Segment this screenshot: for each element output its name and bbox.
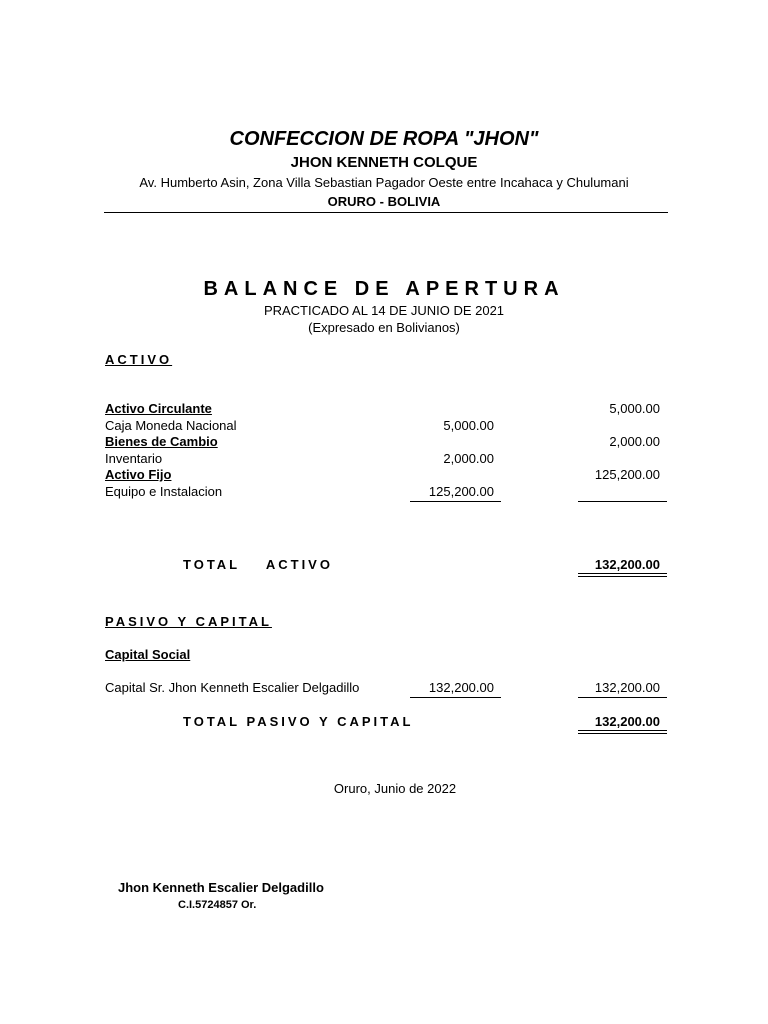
place-date: Oruro, Junio de 2022 [333, 781, 457, 796]
total-pasivo-capital-value: 132,200.00 [594, 714, 660, 729]
group-label-bienes-de-cambio: Bienes de Cambio [105, 434, 218, 449]
item-value-caja: 5,000.00 [443, 418, 494, 433]
owner-name: JHON KENNETH COLQUE [290, 154, 478, 171]
group-total-activo-fijo: 125,200.00 [594, 467, 660, 482]
total-activo-value: 132,200.00 [594, 557, 660, 572]
item-value-capital: 132,200.00 [428, 680, 494, 695]
group-label-capital-social: Capital Social [105, 647, 191, 662]
total-pasivo-capital-label: TOTAL PASIVO Y CAPITAL [183, 714, 414, 729]
report-title: BALANCE DE APERTURA [203, 278, 565, 300]
capital-underline-item [410, 697, 501, 698]
item-value-inventario: 2,000.00 [443, 451, 494, 466]
pasivo-heading: PASIVO Y CAPITAL [105, 614, 272, 629]
signer-name: Jhon Kenneth Escalier Delgadillo [118, 880, 324, 895]
header-divider [104, 212, 668, 213]
item-value-equipo: 125,200.00 [428, 484, 494, 499]
total-activo-label: TOTAL ACTIVO [183, 557, 333, 572]
group-label-activo-circulante: Activo Circulante [105, 401, 212, 416]
report-date: PRACTICADO AL 14 DE JUNIO DE 2021 [263, 303, 505, 318]
signer-ci: C.I.5724857 Or. [178, 899, 257, 911]
subtotal-underline-items [410, 501, 501, 502]
company-name: CONFECCION DE ROPA "JHON" [229, 128, 539, 150]
group-total-activo-circulante: 5,000.00 [609, 401, 660, 416]
subtotal-underline-groups [578, 501, 667, 502]
group-label-activo-fijo: Activo Fijo [105, 467, 172, 482]
capital-underline-group [578, 697, 667, 698]
group-total-capital: 132,200.00 [594, 680, 660, 695]
total-activo-double-underline [578, 573, 667, 577]
item-capital: Capital Sr. Jhon Kenneth Escalier Delgadillo [105, 680, 360, 695]
company-city: ORURO - BOLIVIA [327, 194, 441, 209]
activo-heading: ACTIVO [105, 352, 173, 367]
item-caja-moneda-nacional: Caja Moneda Nacional [105, 418, 237, 433]
report-currency: (Expresado en Bolivianos) [308, 320, 460, 335]
group-total-bienes-de-cambio: 2,000.00 [609, 434, 660, 449]
item-equipo-instalacion: Equipo e Instalacion [105, 484, 223, 499]
item-inventario: Inventario [105, 451, 163, 466]
company-address: Av. Humberto Asin, Zona Villa Sebastian Pagador Oeste entre Incahaca y Chulumani [139, 175, 629, 190]
total-pasivo-double-underline [578, 730, 667, 734]
